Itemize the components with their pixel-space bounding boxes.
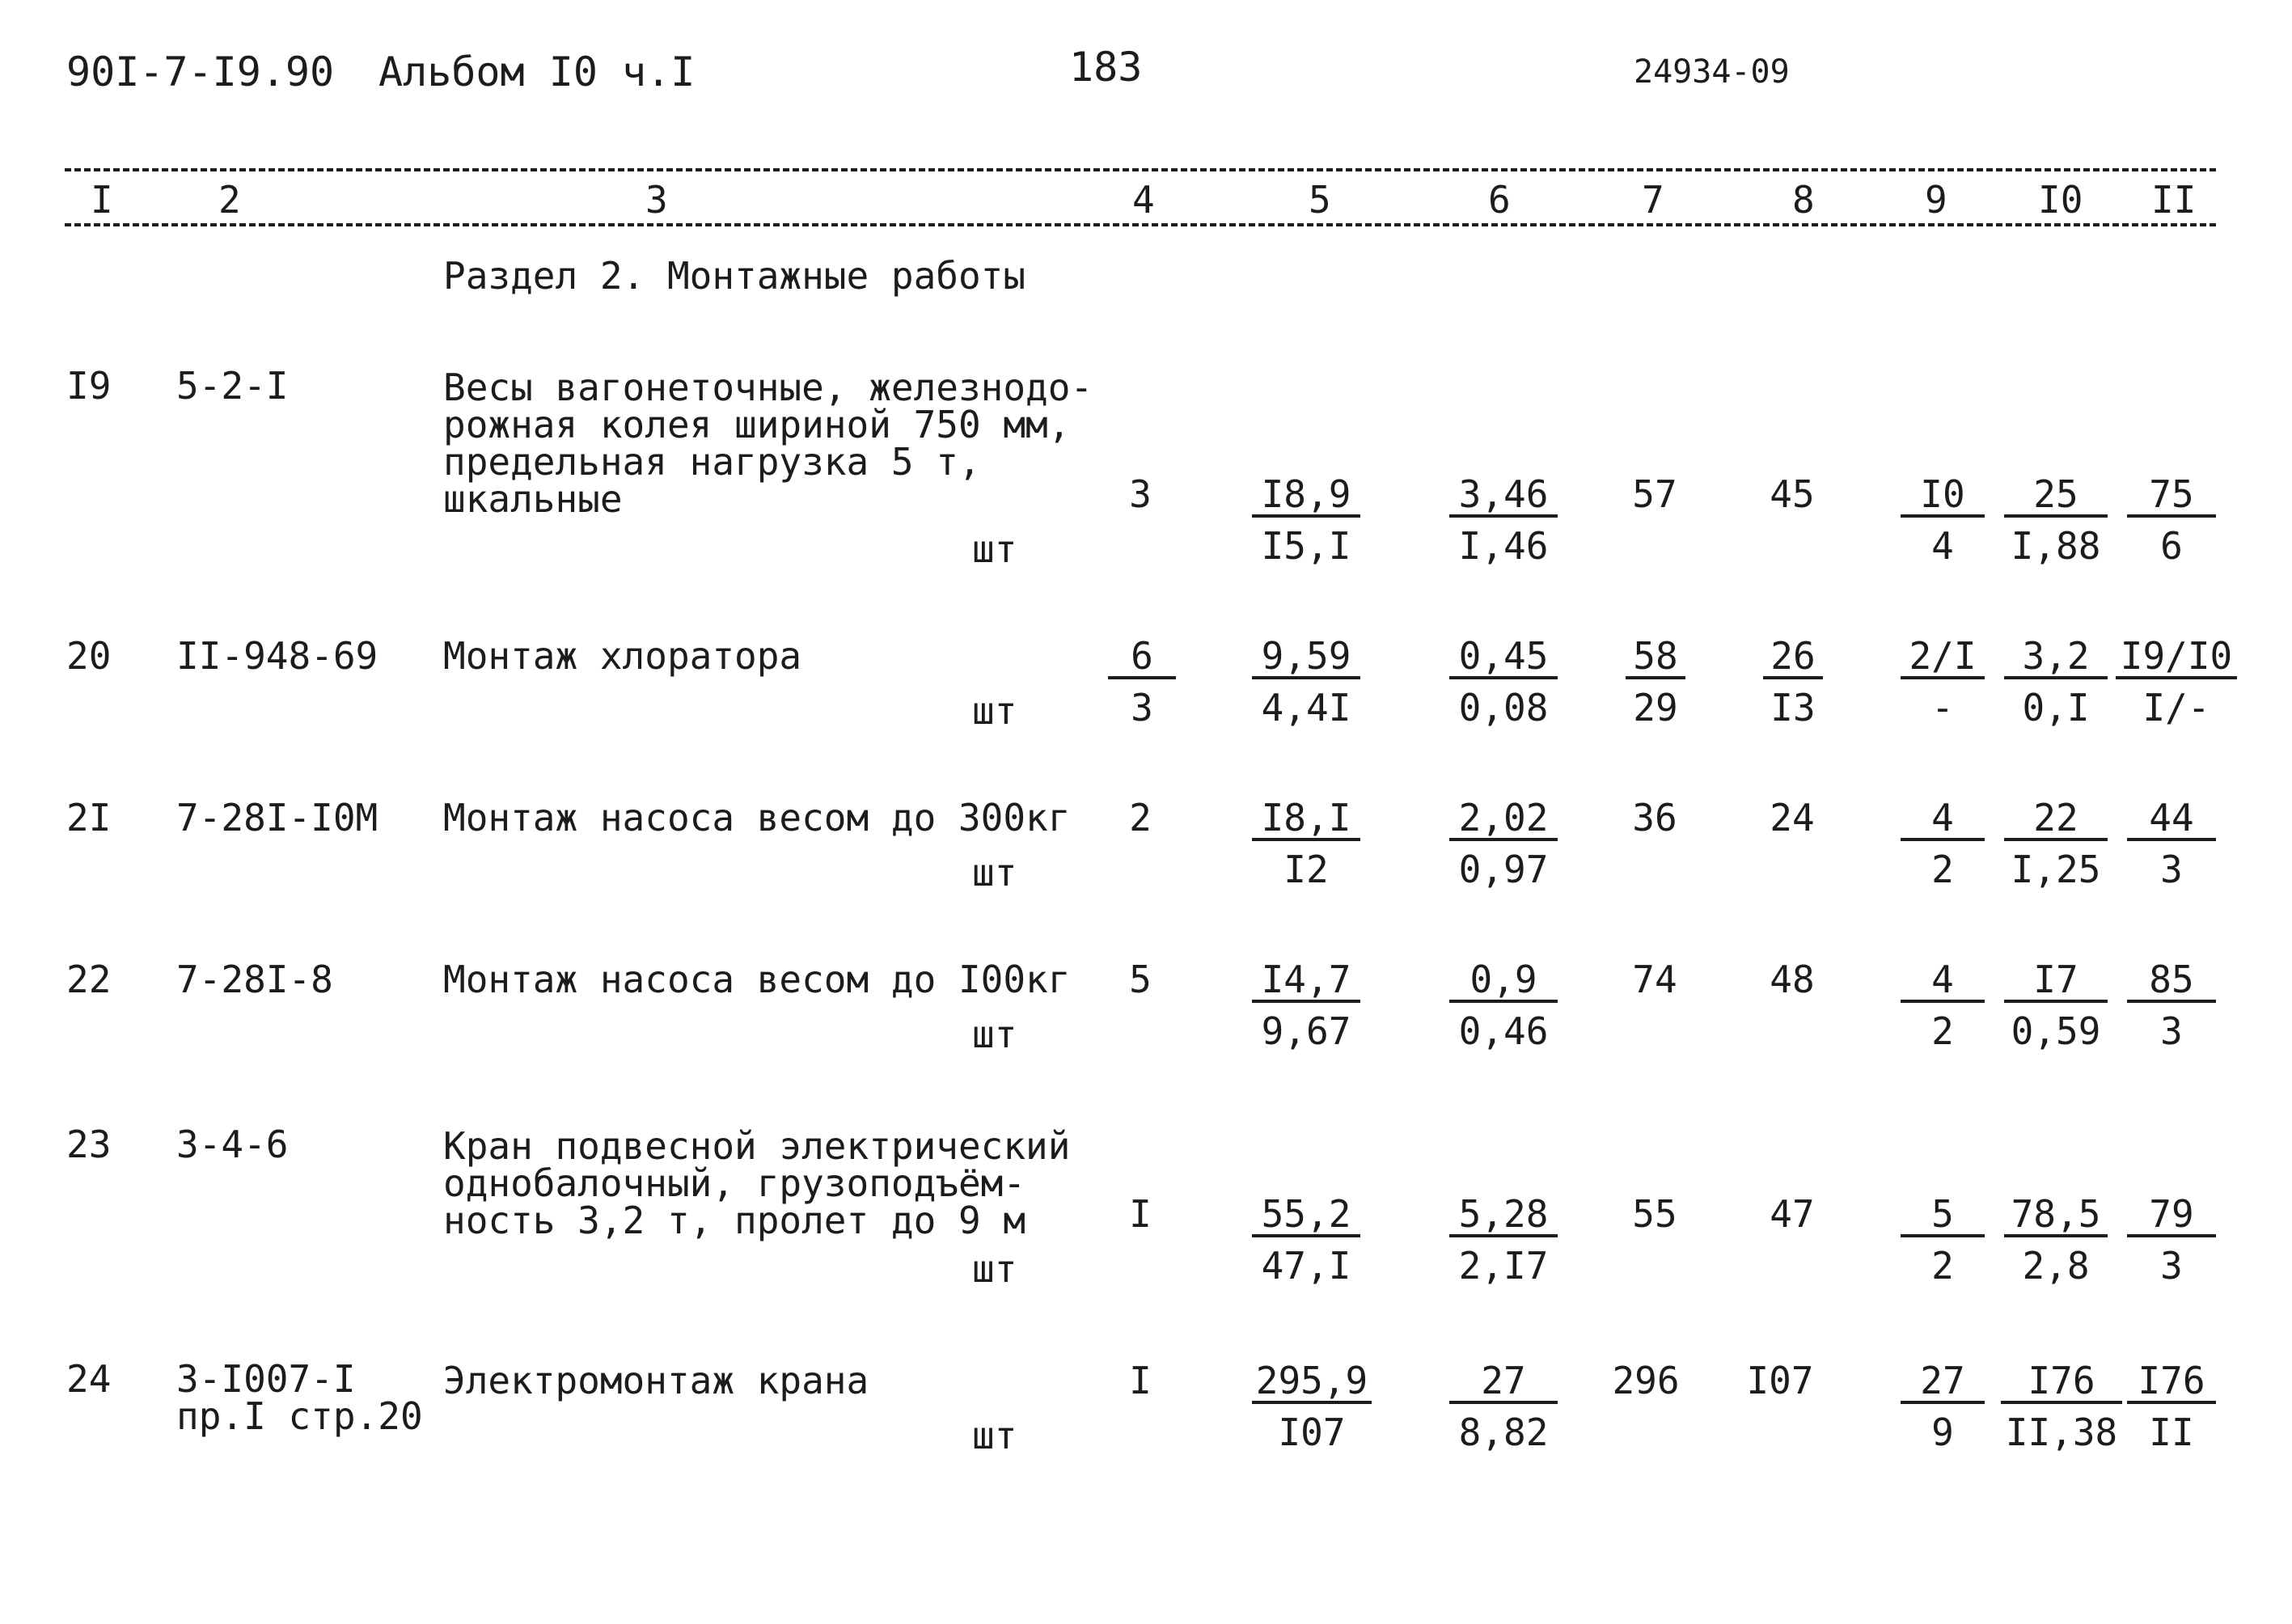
col11-numerator: I9/I0 (2116, 637, 2237, 679)
col5-denominator: 47,I (1261, 1244, 1351, 1288)
col9-denominator: - (1931, 686, 1954, 730)
row-number: 23 (66, 1123, 112, 1166)
col11-denominator: 3 (2160, 1009, 2183, 1053)
col10-denominator: 0,I (2022, 686, 2090, 730)
row-description: Монтаж хлоратора (443, 634, 802, 678)
col5-numerator: 55,2 (1252, 1195, 1360, 1237)
col5-numerator: I4,7 (1252, 961, 1360, 1003)
row-code: 3-4-6 (176, 1123, 289, 1166)
row-unit: шт (972, 851, 1017, 894)
col-header-2: 2 (218, 178, 241, 222)
col6-denominator: 0,08 (1458, 686, 1549, 730)
col6-denominator: 0,97 (1458, 848, 1549, 891)
col5-denominator: 4,4I (1261, 686, 1351, 730)
row-description: Монтаж насоса весом до I00кг (443, 958, 1071, 1001)
col7-value: 74 (1632, 958, 1677, 1001)
row-code: 3-I007-I (176, 1357, 356, 1401)
col10-denominator: II,38 (2005, 1410, 2118, 1454)
col-header-10: I0 (2038, 178, 2083, 222)
col9-denominator: 9 (1931, 1410, 1954, 1454)
col4-value: 3 (1129, 472, 1152, 516)
header-rule-bottom (65, 223, 2216, 226)
row-description: Монтаж насоса весом до 300кг (443, 796, 1071, 839)
row-number: 24 (66, 1357, 112, 1401)
row-code-reference: пр.I стр.20 (176, 1394, 423, 1438)
col7-numerator: 58 (1626, 637, 1685, 679)
col-header-8: 8 (1792, 178, 1815, 222)
col9-numerator: 4 (1901, 799, 1985, 841)
col4-value: I (1129, 1359, 1152, 1402)
col4-numerator: 6 (1108, 637, 1176, 679)
col5-numerator: 295,9 (1252, 1362, 1372, 1404)
header-rule-top (65, 168, 2216, 171)
col-header-7: 7 (1642, 178, 1664, 222)
col5-numerator: 9,59 (1252, 637, 1360, 679)
col5-denominator: I2 (1283, 848, 1329, 891)
col8-numerator: 26 (1763, 637, 1823, 679)
col6-numerator: 3,46 (1449, 476, 1558, 518)
row-number: 20 (66, 634, 112, 678)
col9-numerator: 5 (1901, 1195, 1985, 1237)
row-code: 5-2-I (176, 364, 289, 408)
col9-denominator: 2 (1931, 1244, 1954, 1288)
row-unit: шт (972, 689, 1017, 733)
col7-value: 55 (1632, 1192, 1677, 1236)
document-code: 90I-7-I9.90 (66, 49, 335, 95)
col6-numerator: 0,9 (1449, 961, 1558, 1003)
col6-numerator: 5,28 (1449, 1195, 1558, 1237)
col6-numerator: 0,45 (1449, 637, 1558, 679)
page-number: 183 (1069, 44, 1143, 91)
col8-value: 47 (1770, 1192, 1815, 1236)
row-description: Электромонтаж крана (443, 1359, 869, 1402)
col7-value: 57 (1632, 472, 1677, 516)
row-unit: шт (972, 527, 1017, 571)
col6-denominator: 8,82 (1458, 1410, 1549, 1454)
col7-denominator: 29 (1633, 686, 1678, 730)
col-header-4: 4 (1132, 178, 1155, 222)
col6-denominator: I,46 (1458, 524, 1549, 568)
row-code: 7-28I-I0M (176, 796, 378, 839)
col-header-9: 9 (1925, 178, 1947, 222)
col8-value: I07 (1746, 1359, 1814, 1402)
col7-value: 296 (1612, 1359, 1680, 1402)
col10-denominator: 0,59 (2011, 1009, 2101, 1053)
col11-denominator: 3 (2160, 848, 2183, 891)
col-header-5: 5 (1309, 178, 1331, 222)
col10-denominator: I,25 (2011, 848, 2101, 891)
col4-value: 5 (1129, 958, 1152, 1001)
col4-denominator: 3 (1131, 686, 1153, 730)
col11-denominator: I/- (2142, 686, 2210, 730)
col10-denominator: 2,8 (2022, 1244, 2090, 1288)
col-header-1: I (91, 178, 113, 222)
col6-denominator: 2,I7 (1458, 1244, 1549, 1288)
col10-numerator: I76 (2001, 1362, 2122, 1404)
col8-value: 48 (1770, 958, 1815, 1001)
row-number: 2I (66, 796, 112, 839)
col9-numerator: 2/I (1901, 637, 1985, 679)
row-unit: шт (972, 1013, 1017, 1056)
col11-numerator: 75 (2127, 476, 2216, 518)
col6-numerator: 2,02 (1449, 799, 1558, 841)
col10-numerator: I7 (2004, 961, 2108, 1003)
col9-numerator: I0 (1901, 476, 1985, 518)
col11-numerator: 79 (2127, 1195, 2216, 1237)
row-description: Весы вагонеточные, железнодо- рожная колея шириной 750 мм, предельная нагрузка 5 т, шкальные (443, 366, 1093, 521)
section-title: Раздел 2. Монтажные работы (443, 254, 1026, 298)
col5-numerator: I8,9 (1252, 476, 1360, 518)
col5-numerator: I8,I (1252, 799, 1360, 841)
row-unit: шт (972, 1247, 1017, 1291)
col5-denominator: I07 (1278, 1410, 1346, 1454)
row-number: I9 (66, 364, 112, 408)
col11-numerator: 44 (2127, 799, 2216, 841)
col9-denominator: 2 (1931, 848, 1954, 891)
row-number: 22 (66, 958, 112, 1001)
row-unit: шт (972, 1414, 1017, 1457)
inventory-number: 24934-09 (1634, 53, 1790, 91)
col6-denominator: 0,46 (1458, 1009, 1549, 1053)
col6-numerator: 27 (1449, 1362, 1558, 1404)
col9-numerator: 4 (1901, 961, 1985, 1003)
col11-numerator: 85 (2127, 961, 2216, 1003)
col10-numerator: 22 (2004, 799, 2108, 841)
col11-denominator: 3 (2160, 1244, 2183, 1288)
col11-numerator: I76 (2127, 1362, 2216, 1404)
row-code: II-948-69 (176, 634, 378, 678)
col8-value: 45 (1770, 472, 1815, 516)
col8-value: 24 (1770, 796, 1815, 839)
col4-value: 2 (1129, 796, 1152, 839)
col5-denominator: I5,I (1261, 524, 1351, 568)
col8-denominator: I3 (1770, 686, 1816, 730)
album-label: Альбом I0 ч.I (378, 49, 696, 95)
col10-denominator: I,88 (2011, 524, 2101, 568)
col-header-3: 3 (645, 178, 668, 222)
col5-denominator: 9,67 (1261, 1009, 1351, 1053)
col10-numerator: 25 (2004, 476, 2108, 518)
col9-numerator: 27 (1901, 1362, 1985, 1404)
col-header-11: II (2151, 178, 2197, 222)
row-description: Кран подвесной электрический однобалочный, грузоподъём- ность 3,2 т, пролет до 9 м (443, 1124, 1071, 1242)
col7-value: 36 (1632, 796, 1677, 839)
col9-denominator: 4 (1931, 524, 1954, 568)
row-code: 7-28I-8 (176, 958, 333, 1001)
col11-denominator: II (2149, 1410, 2194, 1454)
col10-numerator: 78,5 (2004, 1195, 2108, 1237)
col4-value: I (1129, 1192, 1152, 1236)
col11-denominator: 6 (2160, 524, 2183, 568)
col10-numerator: 3,2 (2004, 637, 2108, 679)
col9-denominator: 2 (1931, 1009, 1954, 1053)
col-header-6: 6 (1488, 178, 1511, 222)
